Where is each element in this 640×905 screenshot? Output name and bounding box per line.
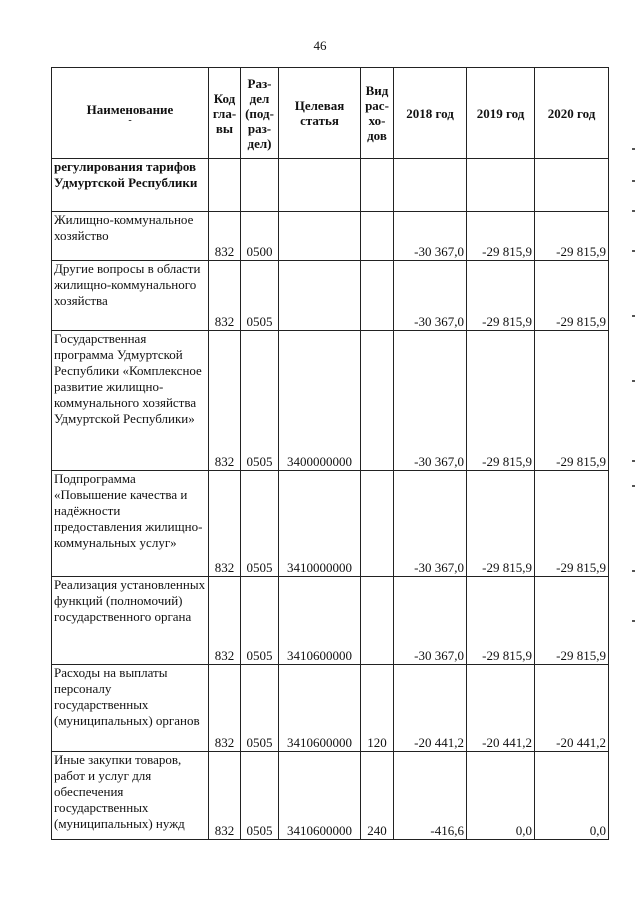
row-2019-value-cell: -29 815,9 xyxy=(467,261,535,331)
scan-edge-marks xyxy=(632,140,640,640)
row-2019-value-cell: -29 815,9 xyxy=(467,212,535,261)
header-section: Раз-дел (под-раз-дел) xyxy=(241,68,279,159)
row-expense-type-cell xyxy=(361,331,394,471)
page-number: 46 xyxy=(313,38,327,53)
row-name-cell: Реализация установленных функций (полномочий) государственного органа xyxy=(52,577,209,665)
row-2019-value-cell: -20 441,2 xyxy=(467,665,535,752)
row-2019-value-cell xyxy=(467,159,535,212)
budget-table xyxy=(51,67,609,840)
table-row xyxy=(52,261,609,331)
header-chapter-code: Код гла-вы xyxy=(209,68,241,159)
row-section-cell: 0505 xyxy=(241,752,279,840)
row-2018-value-cell: -30 367,0 xyxy=(394,577,467,665)
row-2018-value-cell: -20 441,2 xyxy=(394,665,467,752)
header-expense-type: Вид рас-хо-дов xyxy=(361,68,394,159)
row-2018-value-cell xyxy=(394,159,467,212)
row-name-cell: регулирования тарифов Удмуртской Республики xyxy=(52,159,209,212)
header-name: Наименование - xyxy=(52,68,209,159)
row-chapter-code-cell: 832 xyxy=(209,261,241,331)
row-2020-value-cell: -29 815,9 xyxy=(535,212,609,261)
row-chapter-code-cell: 832 xyxy=(209,752,241,840)
row-name-cell: Жилищно-коммунальное хозяйство xyxy=(52,212,209,261)
row-2018-value-cell: -30 367,0 xyxy=(394,261,467,331)
row-2020-value-cell: -29 815,9 xyxy=(535,261,609,331)
row-chapter-code-cell: 832 xyxy=(209,471,241,577)
row-chapter-code-cell: 832 xyxy=(209,331,241,471)
header-row xyxy=(52,68,609,159)
row-name-cell: Расходы на выплаты персоналу государственных (муниципальных) органов xyxy=(52,665,209,752)
row-2020-value-cell: -20 441,2 xyxy=(535,665,609,752)
row-expense-type-cell xyxy=(361,261,394,331)
table-row xyxy=(52,159,609,212)
row-expense-type-cell: 120 xyxy=(361,665,394,752)
header-target-article: Целевая статья xyxy=(279,68,361,159)
row-2018-value-cell: -30 367,0 xyxy=(394,212,467,261)
row-2019-value-cell: -29 815,9 xyxy=(467,577,535,665)
header-dash-mark: - xyxy=(128,114,132,126)
row-section-cell: 0505 xyxy=(241,665,279,752)
header-2019: 2019 год xyxy=(467,68,535,159)
row-expense-type-cell xyxy=(361,212,394,261)
row-target-article-cell: 3410600000 xyxy=(279,577,361,665)
row-target-article-cell: 3410600000 xyxy=(279,752,361,840)
row-2018-value-cell: -416,6 xyxy=(394,752,467,840)
row-name-cell: Иные закупки товаров, работ и услуг для обеспечения государственных (муниципальных) нужд xyxy=(52,752,209,840)
row-2019-value-cell: -29 815,9 xyxy=(467,471,535,577)
row-section-cell xyxy=(241,159,279,212)
row-2020-value-cell: 0,0 xyxy=(535,752,609,840)
row-section-cell: 0505 xyxy=(241,577,279,665)
row-expense-type-cell xyxy=(361,577,394,665)
row-2020-value-cell: -29 815,9 xyxy=(535,331,609,471)
row-target-article-cell xyxy=(279,159,361,212)
row-expense-type-cell xyxy=(361,471,394,577)
table-row xyxy=(52,331,609,471)
row-2020-value-cell: -29 815,9 xyxy=(535,471,609,577)
row-2020-value-cell: -29 815,9 xyxy=(535,577,609,665)
row-name-cell: Государственная программа Удмуртской Республики «Комплексное развитие жилищно-коммунального хозяйства Удмуртской Республики» xyxy=(52,331,209,471)
row-chapter-code-cell: 832 xyxy=(209,212,241,261)
row-section-cell: 0500 xyxy=(241,212,279,261)
header-2020: 2020 год xyxy=(535,68,609,159)
row-2018-value-cell: -30 367,0 xyxy=(394,331,467,471)
row-name-cell: Другие вопросы в области жилищно-коммунального хозяйства xyxy=(52,261,209,331)
row-target-article-cell xyxy=(279,261,361,331)
table-row xyxy=(52,471,609,577)
row-section-cell: 0505 xyxy=(241,471,279,577)
row-target-article-cell: 3410000000 xyxy=(279,471,361,577)
row-name-cell: Подпрограмма «Повышение качества и надёжности предоставления жилищно-коммунальных услуг» xyxy=(52,471,209,577)
header-2018: 2018 год xyxy=(394,68,467,159)
row-2018-value-cell: -30 367,0 xyxy=(394,471,467,577)
row-2019-value-cell: 0,0 xyxy=(467,752,535,840)
row-target-article-cell xyxy=(279,212,361,261)
row-section-cell: 0505 xyxy=(241,331,279,471)
row-expense-type-cell xyxy=(361,159,394,212)
table-row xyxy=(52,577,609,665)
row-2019-value-cell: -29 815,9 xyxy=(467,331,535,471)
row-target-article-cell: 3410600000 xyxy=(279,665,361,752)
row-chapter-code-cell xyxy=(209,159,241,212)
row-expense-type-cell: 240 xyxy=(361,752,394,840)
table-row xyxy=(52,752,609,840)
row-section-cell: 0505 xyxy=(241,261,279,331)
table-row xyxy=(52,212,609,261)
row-target-article-cell: 3400000000 xyxy=(279,331,361,471)
table-row xyxy=(52,665,609,752)
row-chapter-code-cell: 832 xyxy=(209,577,241,665)
row-chapter-code-cell: 832 xyxy=(209,665,241,752)
row-2020-value-cell xyxy=(535,159,609,212)
